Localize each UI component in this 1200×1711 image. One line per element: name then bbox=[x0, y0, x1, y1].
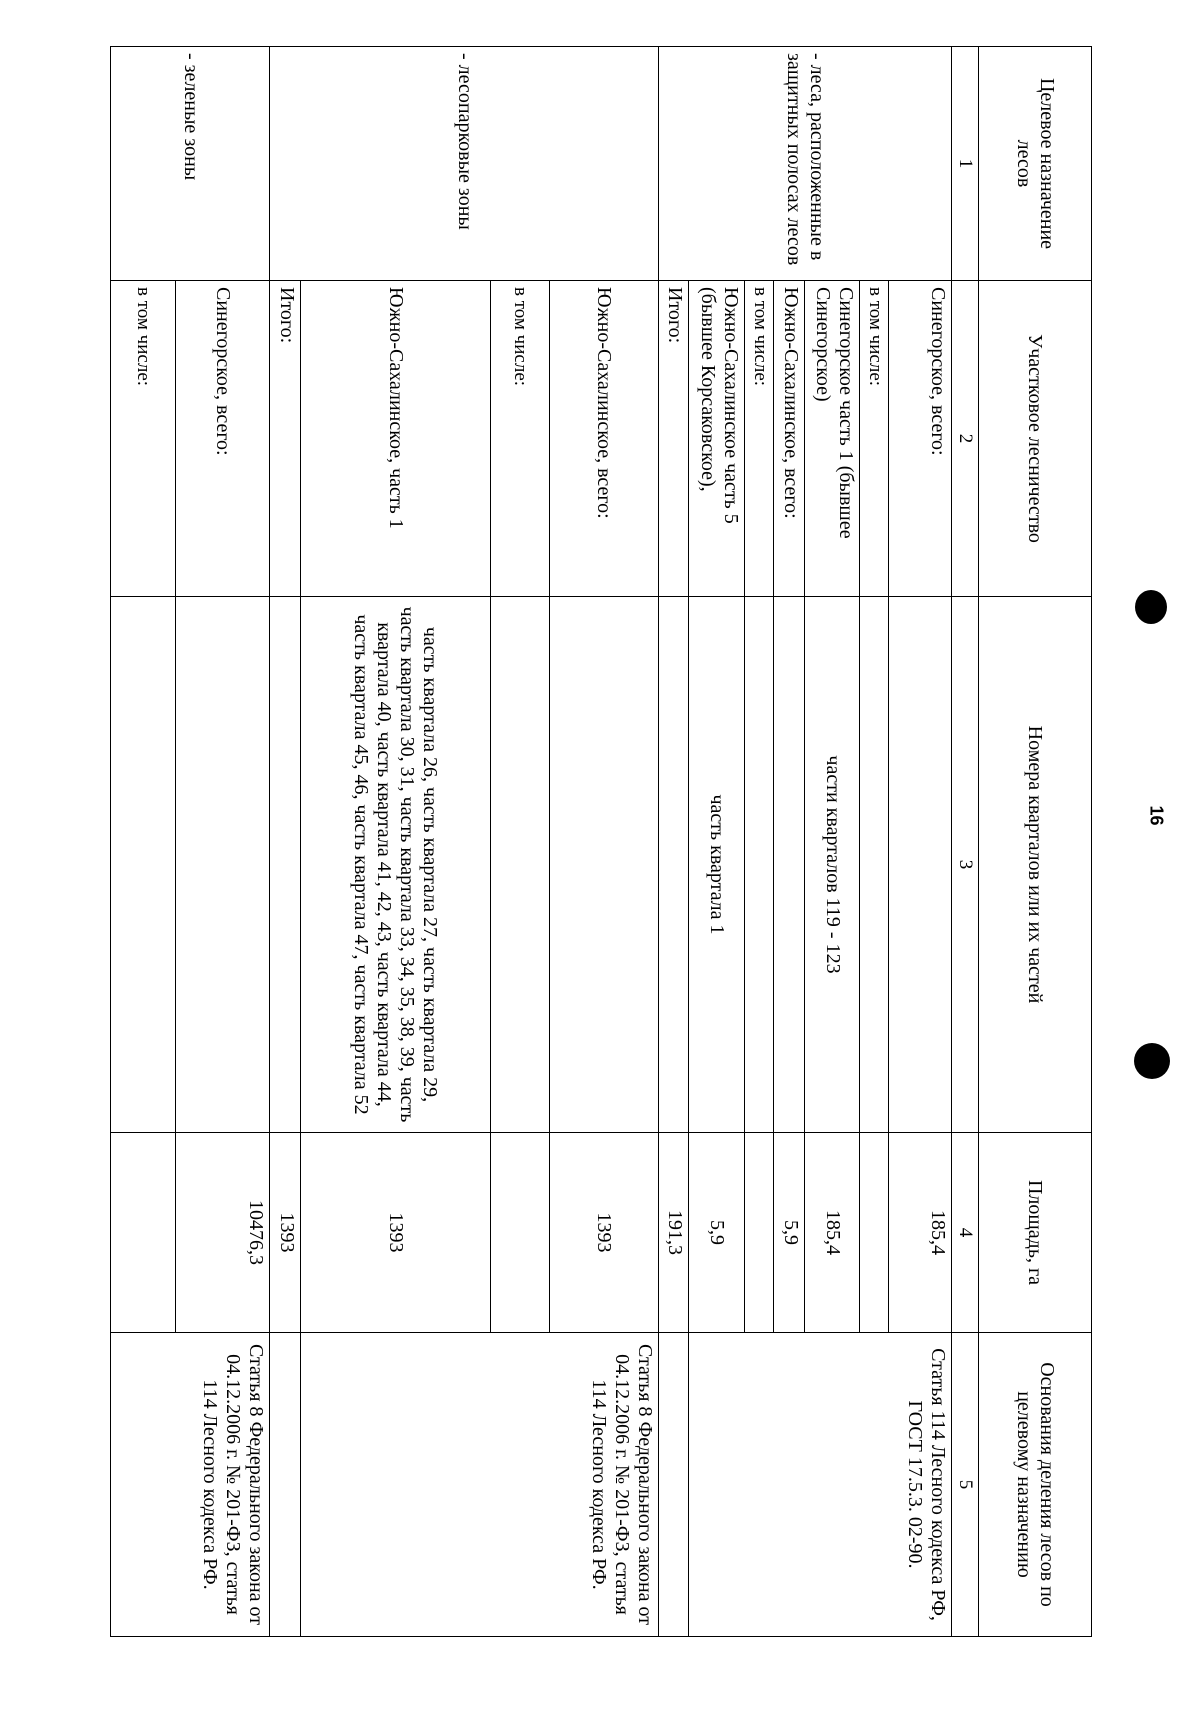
basis-cell: Статья 114 Лесного кодекса РФ, ГОСТ 17.5.3. 02-90. bbox=[689, 1333, 952, 1637]
area-cell bbox=[745, 1133, 774, 1333]
area-cell bbox=[490, 1133, 550, 1333]
area-cell: 185,4 bbox=[804, 1133, 859, 1333]
total-area: 1393 bbox=[270, 1133, 300, 1333]
forestry-cell: в том числе: bbox=[490, 281, 550, 597]
area-cell bbox=[860, 1133, 889, 1333]
table-row bbox=[176, 47, 270, 1637]
page-number: 16 bbox=[1146, 805, 1167, 826]
quarters-cell bbox=[111, 597, 176, 1133]
area-cell: 5,9 bbox=[689, 1133, 745, 1333]
area-cell: 1393 bbox=[550, 1133, 658, 1333]
quarters-cell bbox=[490, 597, 550, 1133]
basis-cell bbox=[270, 1333, 300, 1637]
basis-cell: Статья 8 Федерального закона от 04.12.2006 г. № 201-ФЗ, статья 114 Лесного кодекса РФ. bbox=[300, 1333, 658, 1637]
forestry-cell: Синегорское, всего: bbox=[176, 281, 270, 597]
forest-purpose-table bbox=[110, 46, 1092, 1637]
column-number-row bbox=[952, 47, 979, 1637]
quarters-cell bbox=[774, 597, 804, 1133]
total-row bbox=[270, 47, 300, 1637]
area-cell: 185,4 bbox=[889, 1133, 952, 1333]
forestry-cell: Южно-Сахалинское, всего: bbox=[550, 281, 658, 597]
column-number: 2 bbox=[952, 281, 979, 597]
forestry-cell: в том числе: bbox=[745, 281, 774, 597]
header-quarters: Номера кварталов или их частей bbox=[979, 597, 1092, 1133]
table-row bbox=[550, 47, 658, 1637]
basis-cell bbox=[658, 1333, 688, 1637]
forestry-cell: Синегорское, всего: bbox=[889, 281, 952, 597]
punch-hole bbox=[1134, 1043, 1170, 1079]
rotated-page bbox=[110, 46, 1092, 1636]
basis-cell: Статья 8 Федерального закона от 04.12.2006 г. № 201-ФЗ, статья 114 Лесного кодекса РФ. bbox=[111, 1333, 270, 1637]
quarters-cell bbox=[889, 597, 952, 1133]
column-number: 4 bbox=[952, 1133, 979, 1333]
header-basis: Основания деления лесов по целевому назначению bbox=[979, 1333, 1092, 1637]
quarters-cell: часть квартала 26, часть квартала 27, часть квартала 29, часть квартала 30, 31, часть квартала 33, 34, 35, 38, 39, часть квартала 40, часть квартала 41, 42, 43, часть квартала 44, часть квартала 45, 46, часть квартала 47, часть квартала 52 bbox=[300, 597, 490, 1133]
column-number: 3 bbox=[952, 597, 979, 1133]
purpose-cell: - леса, расположенные в защитных полосах лесов bbox=[658, 47, 952, 281]
quarters-cell bbox=[550, 597, 658, 1133]
column-number: 5 bbox=[952, 1333, 979, 1637]
forestry-cell: Южно-Сахалинское часть 5 (бывшее Корсаковское), bbox=[689, 281, 745, 597]
forestry-cell: в том числе: bbox=[860, 281, 889, 597]
forestry-cell: Южно-Сахалинское, часть 1 bbox=[300, 281, 490, 597]
total-row bbox=[658, 47, 688, 1637]
purpose-cell: - зеленые зоны bbox=[111, 47, 270, 281]
quarters-cell bbox=[658, 597, 688, 1133]
quarters-cell bbox=[176, 597, 270, 1133]
area-cell: 5,9 bbox=[774, 1133, 804, 1333]
total-label: Итого: bbox=[270, 281, 300, 597]
forestry-cell: Синегорское часть 1 (бывшее Синегорское) bbox=[804, 281, 859, 597]
purpose-cell: - лесопарковые зоны bbox=[270, 47, 658, 281]
quarters-cell bbox=[270, 597, 300, 1133]
forestry-cell: в том числе: bbox=[111, 281, 176, 597]
area-cell: 10476,3 bbox=[176, 1133, 270, 1333]
header-purpose: Целевое назначение лесов bbox=[979, 47, 1092, 281]
header-row bbox=[979, 47, 1092, 1637]
forestry-cell: Южно-Сахалинское, всего: bbox=[774, 281, 804, 597]
total-label: Итого: bbox=[658, 281, 688, 597]
quarters-cell bbox=[745, 597, 774, 1133]
area-cell: 1393 bbox=[300, 1133, 490, 1333]
quarters-cell: часть квартала 1 bbox=[689, 597, 745, 1133]
header-forestry: Участковое лесничество bbox=[979, 281, 1092, 597]
quarters-cell: части кварталов 119 - 123 bbox=[804, 597, 859, 1133]
table-row bbox=[889, 47, 952, 1637]
total-area: 191,3 bbox=[658, 1133, 688, 1333]
header-area: Площадь, га bbox=[979, 1133, 1092, 1333]
area-cell bbox=[111, 1133, 176, 1333]
column-number: 1 bbox=[952, 47, 979, 281]
punch-hole bbox=[1135, 590, 1167, 624]
quarters-cell bbox=[860, 597, 889, 1133]
